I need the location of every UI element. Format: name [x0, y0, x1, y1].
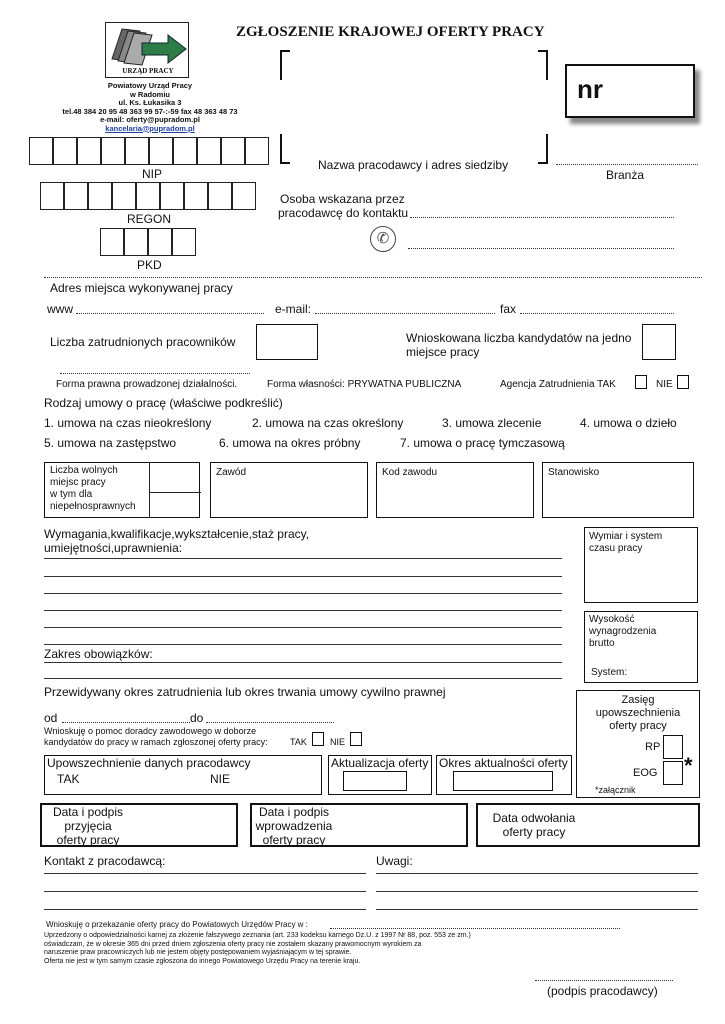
contract-option-2[interactable]: 2. umowa na czas określony — [252, 416, 404, 430]
requested-box[interactable] — [642, 324, 676, 360]
rp-label: RP — [645, 741, 661, 753]
contact-label-1: Osoba wskazana przez — [280, 192, 405, 206]
wymiar-label: Wymiar i system czasu pracy — [589, 531, 663, 554]
legal-form-label: Forma prawna prowadzonej działalności. — [56, 379, 238, 390]
address-field[interactable] — [44, 277, 702, 278]
help-label-2: kandydatów do pracy w ramach zgłoszonej oferty pracy: — [44, 737, 268, 747]
agency-nie-label: NIE — [656, 379, 673, 390]
free-positions-box — [44, 462, 200, 518]
email-field[interactable] — [315, 313, 495, 314]
nip-label: NIP — [142, 167, 163, 181]
bracket-corner — [538, 134, 548, 164]
eog-checkbox[interactable] — [663, 761, 683, 785]
logo — [105, 22, 189, 78]
publication-nie-label: NIE — [210, 772, 231, 786]
od-label: od — [44, 711, 58, 725]
stanowisko-box[interactable] — [542, 462, 694, 518]
disabled-positions-input[interactable] — [149, 492, 201, 517]
nr-label: nr — [577, 74, 603, 104]
contract-option-4[interactable]: 4. umowa o dzieło — [580, 416, 677, 430]
help-label-1: Wnioskuję o pomoc doradcy zawodowego w doborze — [44, 726, 257, 736]
publication-nie-checkbox[interactable] — [240, 770, 316, 788]
office-line: tel.48 384 20 95 48 363 99 57-:-59 fax 48 363 48 73 — [62, 106, 238, 116]
transfer-request-label: Wnioskuję o przekazanie oferty pracy do Powiatowych Urzędów Pracy w : — [46, 920, 308, 929]
contract-title: Rodzaj umowy o pracę (właściwe podkreślić) — [44, 396, 283, 410]
requested-label-2: miejsce pracy — [406, 345, 480, 359]
wymiar-box[interactable] — [584, 527, 698, 603]
office-email-link[interactable]: kancelaria@pupradom.pl — [105, 123, 195, 133]
legal-declaration: Uprzedzony o odpowiedzialności karnej za złożenie fałszywego zeznania (art. 233 kodeksu karnego Dz.U. z 1997 Nr 88, poz. 553 ze zm.) oświadczam, że w okresie 365 dni przed dniem zgłoszenia oferty pracy nie zostałem skazany prawomocnym wyrokiem za naruszenie praw pracowniczych lub nie jestem objęty postępowaniem wyjaśniającym w tej sprawie. Oferta nie jest w tym samym czasie zgłoszona do innego Powiatowego Urzędu Pracy na terenie kraju. — [44, 932, 471, 965]
zasieg-box — [576, 690, 700, 798]
zawod-box[interactable] — [210, 462, 368, 518]
validity-label: Okres aktualności oferty — [439, 756, 568, 770]
help-tak-checkbox[interactable] — [312, 732, 324, 746]
update-label: Aktualizacja oferty — [331, 756, 429, 770]
page-title: ZGŁOSZENIE KRAJOWEJ OFERTY PRACY — [236, 24, 545, 40]
contract-option-5[interactable]: 5. umowa na zastępstwo — [44, 436, 177, 450]
logo-text: URZĄD PRACY — [122, 67, 174, 75]
bracket-corner — [280, 134, 290, 164]
salary-box[interactable] — [584, 611, 698, 683]
zawod-label: Zawód — [216, 467, 247, 478]
office-line: ul. Ks. Łukasika 3 — [118, 98, 182, 107]
pkd-label: PKD — [137, 258, 162, 272]
attachment-note: *załącznik — [595, 785, 636, 795]
update-input[interactable] — [343, 771, 407, 791]
office-line: w Radomiu — [129, 89, 170, 99]
withdrawal-date-box[interactable] — [476, 803, 700, 847]
legal-form-field[interactable] — [60, 373, 250, 374]
fax-field[interactable] — [520, 313, 674, 314]
help-nie-checkbox[interactable] — [350, 732, 362, 746]
period-to-field[interactable] — [206, 722, 334, 723]
employees-label: Liczba zatrudnionych pracowników — [50, 335, 236, 349]
requirements-label-1: Wymagania,kwalifikacje,wykształcenie,staż pracy, — [44, 527, 310, 541]
system-label: System: — [591, 667, 628, 678]
salary-label: Wysokość wynagrodzenia brutto — [589, 614, 657, 649]
www-label: www — [47, 302, 73, 316]
validity-box — [436, 755, 572, 795]
office-info — [40, 82, 260, 133]
stanowisko-label: Stanowisko — [548, 467, 600, 478]
publication-tak-label: TAK — [57, 772, 80, 786]
contract-option-3[interactable]: 3. umowa zlecenie — [442, 416, 542, 430]
employer-name-label: Nazwa pracodawcy i adres siedziby — [318, 158, 509, 172]
signature-label: (podpis pracodawcy) — [547, 984, 658, 998]
employer-name-area[interactable] — [292, 56, 532, 156]
free-positions-input[interactable] — [149, 462, 201, 493]
office-line: e-mail: oferty@pupradom.pl — [100, 115, 200, 124]
publication-tak-checkbox[interactable] — [85, 770, 165, 788]
www-field[interactable] — [76, 313, 264, 314]
acceptance-date-box[interactable] — [40, 803, 238, 847]
publication-label: Upowszechnienie danych pracodawcy — [47, 756, 251, 770]
address-label: Adres miejsca wykonywanej pracy — [50, 281, 233, 295]
requested-label-1: Wnioskowana liczba kandydatów na jedno — [406, 331, 632, 345]
eog-star: * — [684, 753, 693, 778]
period-label: Przewidywany okres zatrudnienia lub okres trwania umowy cywilno prawnej — [44, 685, 446, 699]
kod-zawodu-label: Kod zawodu — [382, 467, 438, 478]
update-box — [328, 755, 432, 795]
free-positions-label: Liczba wolnych miejsc pracy w tym dla niepełnosprawnych — [50, 465, 136, 512]
fax-label: fax — [500, 302, 517, 316]
contract-option-6[interactable]: 6. umowa na okres próbny — [219, 436, 361, 450]
bracket-corner — [538, 50, 548, 80]
nr-box[interactable] — [565, 64, 695, 118]
help-tak-label: TAK — [290, 737, 307, 747]
rp-checkbox[interactable] — [663, 735, 683, 759]
contract-option-7[interactable]: 7. umowa o pracę tymczasową — [400, 436, 565, 450]
notes-label: Uwagi: — [376, 854, 413, 868]
regon-label: REGON — [127, 212, 172, 226]
contact-label-2: pracodawcę do kontaktu — [278, 206, 409, 220]
period-from-field[interactable] — [62, 722, 190, 723]
help-nie-label: NIE — [330, 737, 346, 747]
employees-box[interactable] — [256, 324, 318, 360]
ownership-label: Forma własności: PRYWATNA PUBLICZNA — [267, 379, 462, 390]
entry-date-label: Data i podpis wprowadzenia oferty pracy — [255, 805, 333, 847]
contact-person-field[interactable] — [410, 217, 674, 218]
acceptance-date-label: Data i podpis przyjęcia oferty pracy — [52, 805, 124, 847]
logo-graphic — [106, 23, 188, 67]
signature-field[interactable] — [535, 980, 673, 981]
transfer-request-field[interactable] — [330, 928, 620, 929]
contract-option-1[interactable]: 1. umowa na czas nieokreślony — [44, 416, 212, 430]
email-label: e-mail: — [275, 302, 312, 316]
agency-tak-checkbox[interactable] — [635, 375, 647, 389]
requirements-label-2: umiejętności,uprawnienia: — [44, 541, 183, 555]
do-label: do — [190, 711, 204, 725]
branza-field[interactable] — [556, 164, 698, 165]
duties-label: Zakres obowiązków: — [44, 647, 153, 661]
branza-label: Branża — [606, 168, 645, 182]
office-line: Powiatowy Urząd Pracy — [107, 81, 193, 90]
withdrawal-date-label: Data odwołania oferty pracy — [492, 811, 576, 839]
phone-icon: ✆ — [370, 226, 396, 252]
validity-input[interactable] — [453, 771, 553, 791]
employer-contact-label: Kontakt z pracodawcą: — [44, 854, 166, 868]
kod-zawodu-box[interactable] — [376, 462, 534, 518]
publication-box — [44, 755, 322, 795]
bracket-corner — [280, 50, 290, 80]
contact-phone-field[interactable] — [408, 248, 674, 249]
eog-label: EOG — [633, 767, 658, 779]
agency-label: Agencja Zatrudnienia TAK — [500, 379, 616, 390]
entry-date-box[interactable] — [250, 803, 468, 847]
zasieg-label: Zasięg upowszechnienia oferty pracy — [595, 694, 681, 732]
agency-nie-checkbox[interactable] — [677, 375, 689, 389]
